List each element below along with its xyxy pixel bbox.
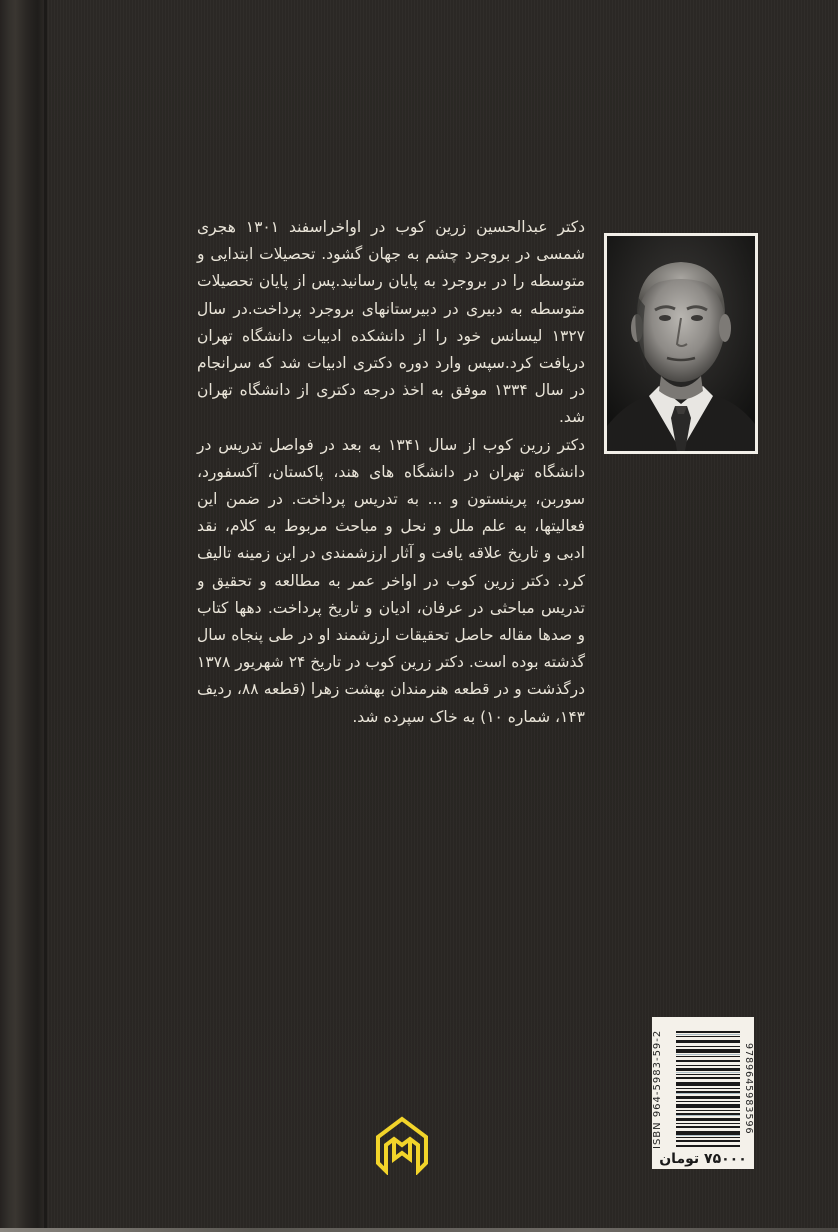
price-label: ۷۵۰۰۰ تومان [659, 1151, 747, 1167]
spine-hinge [0, 0, 44, 1232]
barcode-icon [676, 1029, 742, 1149]
ean-digits: 9789645983596 [743, 1043, 754, 1135]
portrait-image [607, 236, 755, 451]
publisher-logo-icon [372, 1115, 432, 1175]
author-biography [197, 214, 585, 731]
biography-paragraph-2: دکتر زرین کوب از سال ۱۳۴۱ به بعد در فواصل تدریس در دانشگاه تهران در دانشگاه های هند، پاکستان، آکسفورد، سوربن، پرینستون و ... به تدریس پرداخت. در ضمن این فعالیتها، به علم ملل و نحل و مباحث مربوط به کلام، نقد ادبی و تاریخ علاقه یافت و آثار ارزشمندی در این زمینه تالیف کرد. دکتر زرین کوب در اواخر عمر به مطالعه و تحقیق و تدریس مباحثی در عرفان، ادیان و تاریخ پرداخت. دهها کتاب و صدها مقاله حاصل تحقیقات ارزشمند او در طی پنجاه سال گذشته بوده است. دکتر زرین کوب در تاریخ ۲۴ شهریور ۱۳۷۸ درگذشت و در قطعه هنرمندان بهشت زهرا (قطعه ۸۸، ردیف ۱۴۳، شماره ۱۰) به خاک سپرده شد. [197, 435, 585, 726]
cover-bottom-edge [0, 1228, 838, 1232]
barcode-label [652, 1017, 754, 1169]
biography-paragraph-1: دکتر عبدالحسین زرین کوب در اواخراسفند ۱۳۰۱ هجری شمسی در بروجرد چشم به جهان گشود. تحصیلات ابتدایی و متوسطه را در بروجرد به پایان رسانید.پس از پایان تحصیلات متوسطه به دبیری در دبیرستانهای بروجرد پرداخت.در سال ۱۳۲۷ لیسانس خود را از دانشکده ادبیات دانشگاه تهران دریافت کرد.سپس وارد دوره دکتری ادبیات شد که سرانجام در سال ۱۳۳۴ موفق به اخذ درجه دکتری از دانشگاه تهران شد. [197, 218, 585, 427]
author-photo [604, 233, 758, 454]
spine-groove [44, 0, 47, 1232]
isbn-number: ISBN 964-5983-59-2 [652, 1029, 663, 1149]
